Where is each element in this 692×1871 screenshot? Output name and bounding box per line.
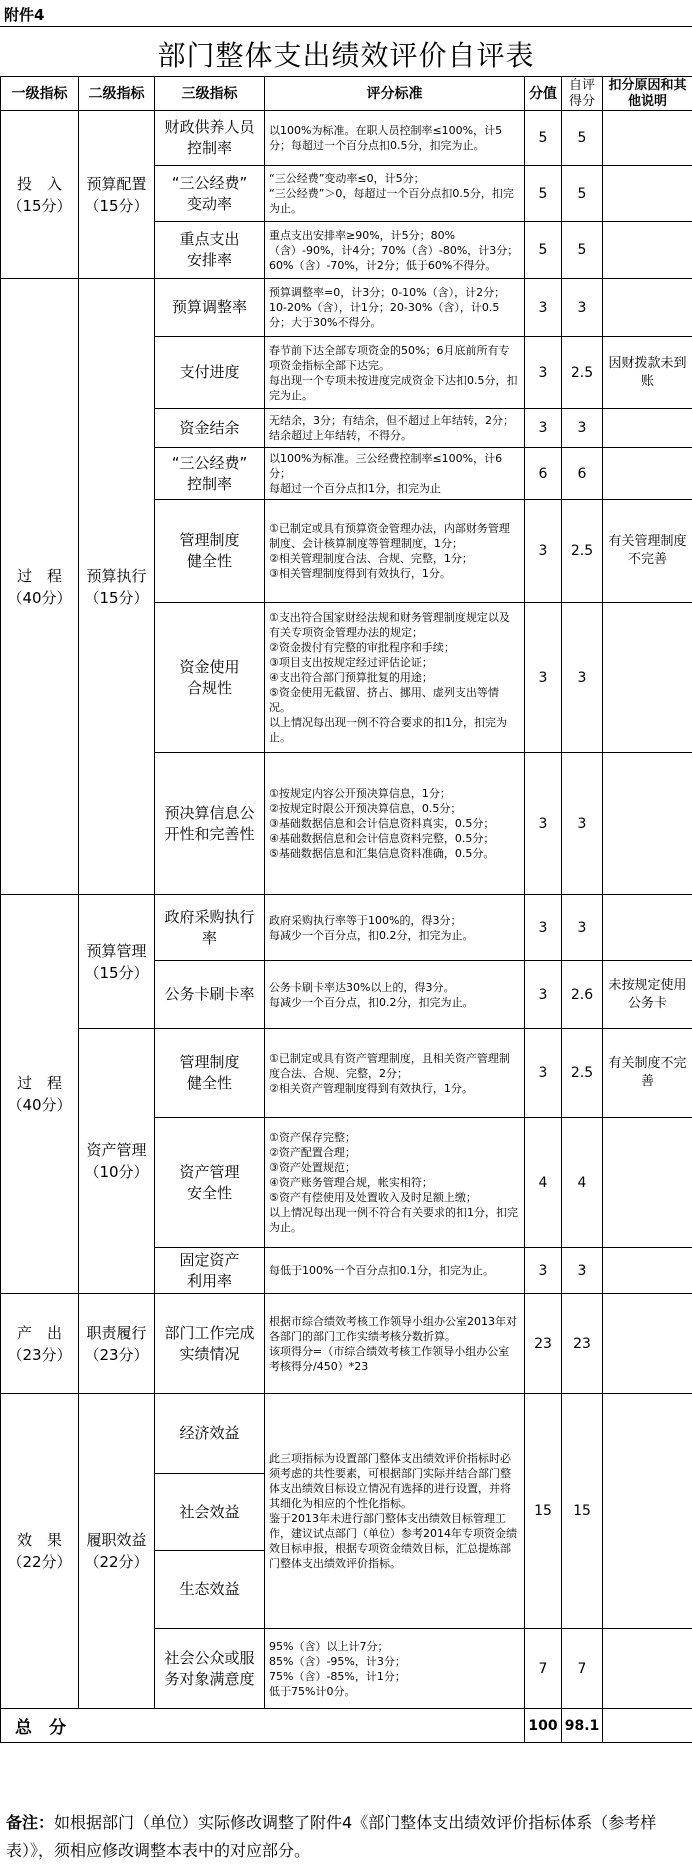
reason-cell	[603, 1629, 692, 1709]
total-row	[1, 1709, 692, 1743]
self-score-cell: 4	[562, 1118, 603, 1248]
reason-cell: 有关制度不完善	[603, 1029, 692, 1118]
criteria-cell: 以100%为标准。在职人员控制率≤100%，计5分；每超过一个百分点扣0.5分，扣完为止。	[265, 111, 525, 166]
self-score-cell: 3	[562, 603, 603, 753]
level3-cell: 资金结余	[155, 409, 265, 448]
criteria-cell: ①已制定或具有预算资金管理办法，内部财务管理制度、会计核算制度等管理制度，1分； ②相关管理制度合法、合规、完整，1分； ③相关管理制度得到有效执行，1分。	[265, 500, 525, 603]
criteria-cell: ①支出符合国家财经法规和财务管理制度规定以及有关专项资金管理办法的规定； ②资金拨付有完整的审批程序和手续； ③项目支出按规定经过评估论证； ④支出符合部门预算批复的用途； ⑤资金使用无截留、挤占、挪用、虚列支出等情况。 以上情况每出现一例不符合要求的扣1分，扣完为止。	[265, 603, 525, 753]
level3-cell: 财政供养人员 控制率	[155, 111, 265, 166]
attachment-label: 附件4	[4, 6, 45, 24]
reason-cell: 有关管理制度不完善	[603, 500, 692, 603]
score-cell: 7	[525, 1629, 562, 1709]
self-score-cell: 5	[562, 111, 603, 166]
level3-cell: 管理制度 健全性	[155, 1029, 265, 1118]
score-cell: 23	[525, 1294, 562, 1394]
level3-cell: 重点支出 安排率	[155, 222, 265, 279]
criteria-cell: 春节前下达全部专项资金的50%；6月底前所有专项资金指标全部下达完。 每出现一个专项未按进度完成资金下达扣0.5分，扣完为止。	[265, 337, 525, 409]
criteria-cell: 公务卡刷卡率达30%以上的，得3分。 每减少一个百分点，扣0.2分，扣完为止。	[265, 961, 525, 1029]
total-reason	[603, 1709, 692, 1743]
top-divider	[0, 26, 692, 27]
score-cell: 3	[525, 500, 562, 603]
reason-cell: 因财拨款未到账	[603, 337, 692, 409]
reason-cell	[603, 166, 692, 222]
level1-process: 过 程 （40分）	[1, 279, 79, 895]
self-score-cell: 3	[562, 753, 603, 895]
table-row	[1, 1029, 692, 1118]
header-score: 分值	[525, 77, 562, 111]
criteria-cell: ①已制定或具有资产管理制度，且相关资产管理制度合法、合规、完整，2分； ②相关资产管理制度得到有效执行，1分。	[265, 1029, 525, 1118]
criteria-cell: 重点支出安排率≥90%，计5分；80%（含）-90%，计4分；70%（含）-80%，计3分；60%（含）-70%，计2分；低于60%不得分。	[265, 222, 525, 279]
total-self-score: 98.1	[562, 1709, 603, 1743]
criteria-cell: ①按规定内容公开预决算信息，1分； ②按规定时限公开预决算信息，0.5分； ③基础数据信息和会计信息资料真实，0.5分； ④基础数据信息和会计信息资料完整，0.5分； ⑤基础数据信息和汇集信息资料准确，0.5分。	[265, 753, 525, 895]
self-score-cell: 3	[562, 1248, 603, 1294]
score-cell: 6	[525, 448, 562, 500]
self-score-cell: 7	[562, 1629, 603, 1709]
footnote	[6, 1809, 690, 1865]
level3-social-benefit: 社会效益	[155, 1474, 265, 1551]
level3-ecological-benefit: 生态效益	[155, 1551, 265, 1629]
criteria-cell: 无结余，3分；有结余，但不超过上年结转，2分；结余超过上年结转，不得分。	[265, 409, 525, 448]
score-cell: 5	[525, 166, 562, 222]
score-cell: 3	[525, 961, 562, 1029]
self-score-cell: 5	[562, 222, 603, 279]
reason-cell	[603, 603, 692, 753]
score-benefit-merged: 15	[525, 1394, 562, 1629]
header-self-score: 自评得分	[562, 77, 603, 111]
score-cell: 3	[525, 337, 562, 409]
score-cell: 3	[525, 753, 562, 895]
total-score: 100	[525, 1709, 562, 1743]
table-row	[1, 111, 692, 166]
self-score-cell: 5	[562, 166, 603, 222]
table-row	[1, 279, 692, 337]
score-cell: 5	[525, 111, 562, 166]
reason-cell	[603, 1118, 692, 1248]
criteria-cell: “三公经费”变动率≤0，计5分； “三公经费”＞0，每超过一个百分点扣0.5分，扣完为止。	[265, 166, 525, 222]
score-cell: 3	[525, 603, 562, 753]
header-level3: 三级指标	[155, 77, 265, 111]
level3-cell: 部门工作完成 实绩情况	[155, 1294, 265, 1394]
level3-cell: 预算调整率	[155, 279, 265, 337]
level1-output: 产 出 （23分）	[1, 1294, 79, 1394]
reason-cell	[603, 409, 692, 448]
header-level2: 二级指标	[79, 77, 155, 111]
criteria-benefit-merged: 此三项指标为设置部门整体支出绩效评价指标时必须考虑的共性要素，可根据部门实际并结合部门整体支出绩效目标设立情况有选择的进行设置，并将其细化为相应的个性化指标。 鉴于2013年未进行部门整体支出绩效目标管理工作，建议试点部门（单位）参考2014年专项资金绩效目标申报，根据专项资金绩效目标，汇总提炼部门整体支出绩效评价指标。	[265, 1394, 525, 1629]
reason-cell	[603, 279, 692, 337]
self-score-cell: 3	[562, 279, 603, 337]
level3-cell: 支付进度	[155, 337, 265, 409]
reason-cell	[603, 111, 692, 166]
level1-process-b: 过 程 （40分）	[1, 895, 79, 1294]
score-cell: 4	[525, 1118, 562, 1248]
level3-cell: 政府采购执行 率	[155, 895, 265, 961]
table-row	[1, 1294, 692, 1394]
criteria-cell: 根据市综合绩效考核工作领导小组办公室2013年对各部门的部门工作实绩考核分数折算。 该项得分=（市综合绩效考核工作领导小组办公室考核得分/450）*23	[265, 1294, 525, 1394]
level2-budget-execution: 预算执行 （15分）	[79, 279, 155, 895]
level2-duty-benefit: 履职效益 （22分）	[79, 1394, 155, 1709]
page-title: 部门整体支出绩效评价自评表	[157, 39, 535, 72]
self-score-cell: 23	[562, 1294, 603, 1394]
self-score-cell: 3	[562, 409, 603, 448]
self-score-cell: 2.5	[562, 337, 603, 409]
criteria-cell: 95%（含）以上计7分； 85%（含）-95%，计3分； 75%（含）-85%，计1分； 低于75%计0分。	[265, 1629, 525, 1709]
level3-economic-benefit: 经济效益	[155, 1394, 265, 1474]
total-label: 总 分	[1, 1709, 525, 1743]
level3-cell: 预决算信息公 开性和完善性	[155, 753, 265, 895]
level2-duty-performance: 职责履行 （23分）	[79, 1294, 155, 1394]
reason-cell	[603, 895, 692, 961]
level1-effect: 效 果 （22分）	[1, 1394, 79, 1709]
footnote-text: 如根据部门（单位）实际修改调整了附件4《部门整体支出绩效评价指标体系（参考样表）》，须相应修改调整本表中的对应部分。	[6, 1813, 657, 1860]
score-cell: 3	[525, 409, 562, 448]
level3-cell: 公务卡刷卡率	[155, 961, 265, 1029]
reason-cell: 未按规定使用公务卡	[603, 961, 692, 1029]
level3-cell: “三公经费” 变动率	[155, 166, 265, 222]
criteria-cell: ①资产保存完整； ②资产配置合理； ③资产处置规范； ④资产账务管理合规，帐实相符； ⑤资产有偿使用及处置收入及时足额上缴； 以上情况每出现一例不符合有关要求的扣1分，扣完为止。	[265, 1118, 525, 1248]
footnote-label: 备注：	[6, 1813, 55, 1832]
level1-input: 投 入 （15分）	[1, 111, 79, 279]
score-cell: 3	[525, 279, 562, 337]
self-score-cell: 6	[562, 448, 603, 500]
score-cell: 3	[525, 895, 562, 961]
reason-benefit-merged	[603, 1394, 692, 1629]
level3-cell: 固定资产 利用率	[155, 1248, 265, 1294]
header-row	[1, 77, 692, 111]
score-cell: 3	[525, 1248, 562, 1294]
score-cell: 3	[525, 1029, 562, 1118]
score-cell: 5	[525, 222, 562, 279]
level3-cell: 社会公众或服 务对象满意度	[155, 1629, 265, 1709]
header-criteria: 评分标准	[265, 77, 525, 111]
criteria-cell: 每低于100%一个百分点扣0.1分，扣完为止。	[265, 1248, 525, 1294]
level3-cell: 资产管理 安全性	[155, 1118, 265, 1248]
header-reason: 扣分原因和其他说明	[603, 77, 692, 111]
evaluation-table	[0, 76, 692, 1743]
reason-cell	[603, 753, 692, 895]
criteria-cell: 以100%为标准。三公经费控制率≤100%，计6分； 每超过一个百分点扣1分，扣完为止	[265, 448, 525, 500]
self-score-benefit-merged: 15	[562, 1394, 603, 1629]
reason-cell	[603, 1294, 692, 1394]
criteria-cell: 政府采购执行率等于100%的，得3分； 每减少一个百分点，扣0.2分，扣完为止。	[265, 895, 525, 961]
table-row	[1, 895, 692, 961]
criteria-cell: 预算调整率=0，计3分；0-10%（含），计2分；10-20%（含），计1分；20-30%（含），计0.5分；大于30%不得分。	[265, 279, 525, 337]
reason-cell	[603, 222, 692, 279]
level3-cell: “三公经费” 控制率	[155, 448, 265, 500]
level2-asset-management: 资产管理 （10分）	[79, 1029, 155, 1294]
reason-cell	[603, 1248, 692, 1294]
level3-cell: 管理制度 健全性	[155, 500, 265, 603]
level3-cell: 资金使用 合规性	[155, 603, 265, 753]
table-row	[1, 1394, 692, 1474]
header-level1: 一级指标	[1, 77, 79, 111]
self-score-cell: 2.5	[562, 1029, 603, 1118]
level2-budget-allocation: 预算配置 （15分）	[79, 111, 155, 279]
self-score-cell: 3	[562, 895, 603, 961]
level2-budget-management: 预算管理 （15分）	[79, 895, 155, 1029]
self-score-cell: 2.6	[562, 961, 603, 1029]
reason-cell	[603, 448, 692, 500]
self-score-cell: 2.5	[562, 500, 603, 603]
